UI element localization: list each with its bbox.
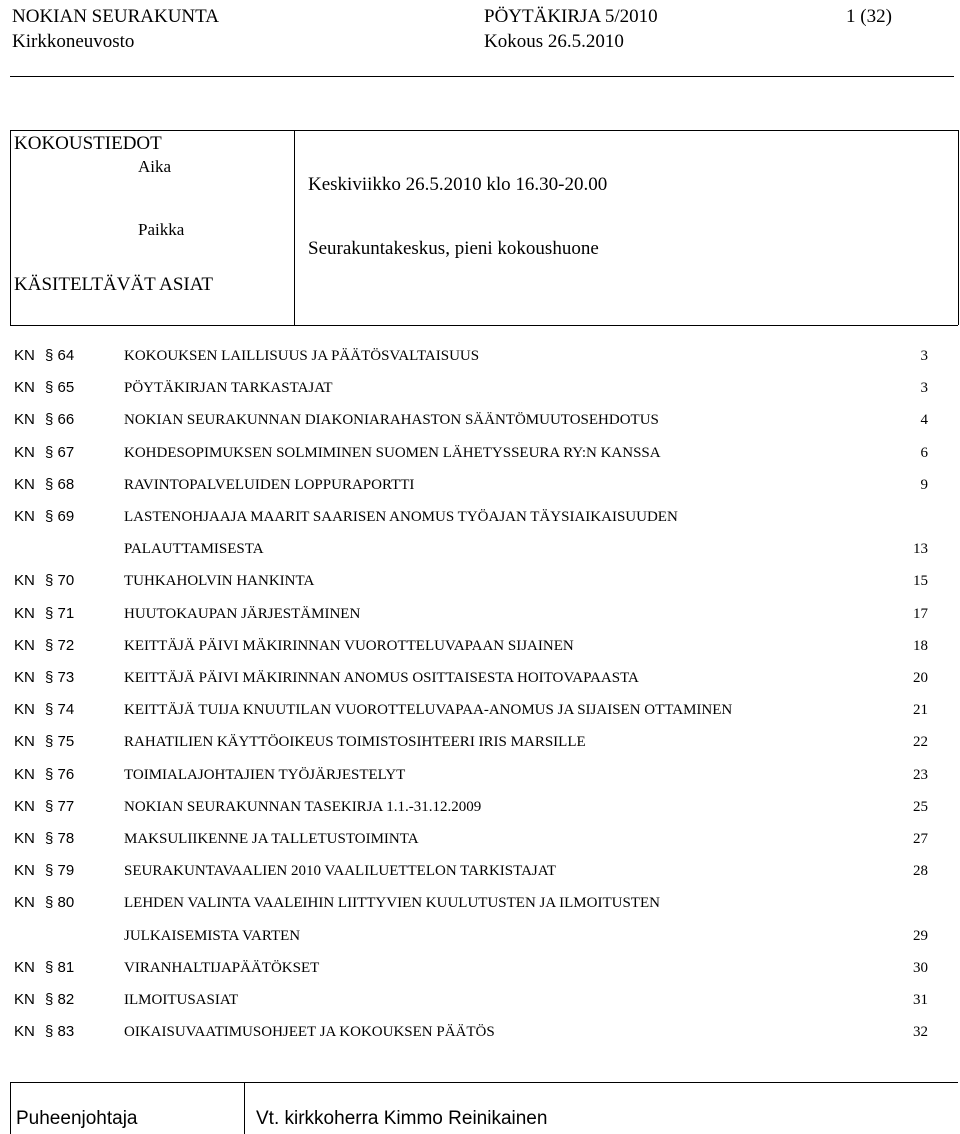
agenda-item (14, 474, 928, 506)
agenda-item (14, 699, 928, 731)
agenda-page: 29 (913, 928, 928, 944)
agenda-title: JULKAISEMISTA VARTEN (124, 928, 301, 944)
agenda-title: KEITTÄJÄ PÄIVI MÄKIRINNAN VUOROTTELUVAPAAN SIJAINEN (124, 638, 574, 654)
agenda-page: 25 (913, 799, 928, 815)
agenda-page: 22 (913, 734, 928, 750)
agenda-page: 13 (913, 541, 928, 557)
agenda-page: 31 (913, 992, 928, 1008)
agenda-body-code: KN (14, 379, 35, 396)
agenda-paragraph: § 75 (45, 733, 75, 750)
agenda-title: KEITTÄJÄ TUIJA KNUUTILAN VUOROTTELUVAPAA-ANOMUS JA SIJAISEN OTTAMINEN (124, 702, 733, 718)
agenda-body-code: KN (14, 991, 35, 1008)
agenda-body-code: KN (14, 830, 35, 847)
agenda-item (14, 731, 928, 763)
agenda-body-code: KN (14, 444, 35, 461)
place-label: Paikka (138, 220, 185, 239)
agenda-paragraph: § 71 (45, 605, 75, 622)
agenda-paragraph: § 73 (45, 669, 75, 686)
agenda-body-code: KN (14, 605, 35, 622)
agenda-item (14, 828, 928, 860)
agenda-paragraph: § 65 (45, 379, 75, 396)
agenda-body-code: KN (14, 476, 35, 493)
agenda-page: 3 (920, 348, 928, 364)
agenda-title: KOKOUKSEN LAILLISUUS JA PÄÄTÖSVALTAISUUS (124, 348, 480, 364)
footer-divider (244, 1082, 245, 1134)
agenda-title: PALAUTTAMISESTA (124, 541, 264, 557)
agenda-item (14, 796, 928, 828)
agenda-item (14, 1021, 928, 1053)
agenda-item (14, 377, 928, 409)
agenda-title: OIKAISUVAATIMUSOHJEET JA KOKOUKSEN PÄÄTÖS (124, 1024, 495, 1040)
agenda-paragraph: § 66 (45, 411, 75, 428)
agenda-paragraph: § 76 (45, 766, 75, 783)
agenda-body-code: KN (14, 637, 35, 654)
agenda-body-code: KN (14, 701, 35, 718)
footer-top-border (10, 1082, 958, 1083)
time-label: Aika (138, 157, 172, 176)
agenda-item (14, 635, 928, 667)
agenda-body-code: KN (14, 669, 35, 686)
agenda-item (14, 409, 928, 441)
agenda-item (14, 538, 928, 570)
agenda-page: 9 (920, 477, 928, 493)
time-value: Keskiviikko 26.5.2010 klo 16.30-20.00 (308, 174, 608, 195)
meeting-date: Kokous 26.5.2010 (484, 31, 624, 52)
agenda-page: 32 (913, 1024, 928, 1040)
chair-name: Vt. kirkkoherra Kimmo Reinikainen (256, 1108, 548, 1129)
agenda-title: SEURAKUNTAVAALIEN 2010 VAALILUETTELON TARKISTAJAT (124, 863, 557, 879)
agenda-item (14, 957, 928, 989)
info-box-divider (294, 130, 295, 325)
agenda-body-code: KN (14, 894, 35, 911)
agenda-page: 17 (913, 606, 928, 622)
agenda-item (14, 860, 928, 892)
header-divider (10, 76, 954, 77)
items-title: KÄSITELTÄVÄT ASIAT (14, 274, 213, 295)
section-title: KOKOUSTIEDOT (14, 133, 162, 154)
agenda-title: LEHDEN VALINTA VAALEIHIN LIITTYVIEN KUULUTUSTEN JA ILMOITUSTEN (124, 895, 660, 911)
agenda-paragraph: § 80 (45, 894, 75, 911)
agenda-title: KEITTÄJÄ PÄIVI MÄKIRINNAN ANOMUS OSITTAISESTA HOITOVAPAASTA (124, 670, 639, 686)
agenda-page: 6 (920, 445, 928, 461)
agenda-item (14, 925, 928, 957)
agenda-page: 28 (913, 863, 928, 879)
agenda-item (14, 570, 928, 602)
agenda-item (14, 345, 928, 377)
agenda-paragraph: § 72 (45, 637, 75, 654)
info-box-right-border (958, 130, 959, 325)
agenda-page: 21 (913, 702, 928, 718)
page-number: 1 (32) (846, 6, 892, 27)
agenda-page: 4 (920, 412, 928, 428)
agenda-title: ILMOITUSASIAT (124, 992, 239, 1008)
agenda-page: 30 (913, 960, 928, 976)
agenda-body-code: KN (14, 959, 35, 976)
agenda-title: MAKSULIIKENNE JA TALLETUSTOIMINTA (124, 831, 419, 847)
agenda-body-code: KN (14, 347, 35, 364)
org-name: NOKIAN SEURAKUNTA (12, 6, 219, 27)
agenda-item (14, 764, 928, 796)
agenda-title: RAHATILIEN KÄYTTÖOIKEUS TOIMISTOSIHTEERI IRIS MARSILLE (124, 734, 586, 750)
info-box-left-border (10, 130, 11, 325)
agenda-title: RAVINTOPALVELUIDEN LOPPURAPORTTI (124, 477, 415, 493)
agenda-item (14, 603, 928, 635)
info-box-top-border (10, 130, 958, 131)
agenda-body-code: KN (14, 411, 35, 428)
governing-body: Kirkkoneuvosto (12, 31, 135, 52)
agenda-paragraph: § 69 (45, 508, 75, 525)
agenda-paragraph: § 77 (45, 798, 75, 815)
agenda-page: 23 (913, 767, 928, 783)
agenda-title: LASTENOHJAAJA MAARIT SAARISEN ANOMUS TYÖAJAN TÄYSIAIKAISUUDEN (124, 509, 678, 525)
footer-left-border (10, 1082, 11, 1134)
agenda-paragraph: § 74 (45, 701, 75, 718)
agenda-title: TUHKAHOLVIN HANKINTA (124, 573, 315, 589)
document-title: PÖYTÄKIRJA 5/2010 (484, 6, 658, 27)
agenda-page: 20 (913, 670, 928, 686)
agenda-title: HUUTOKAUPAN JÄRJESTÄMINEN (124, 606, 361, 622)
agenda-body-code: KN (14, 572, 35, 589)
agenda-item (14, 667, 928, 699)
agenda-title: NOKIAN SEURAKUNNAN DIAKONIARAHASTON SÄÄNTÖMUUTOSEHDOTUS (124, 412, 659, 428)
chair-role: Puheenjohtaja (16, 1108, 138, 1129)
agenda-paragraph: § 64 (45, 347, 75, 364)
agenda-body-code: KN (14, 733, 35, 750)
agenda-paragraph: § 83 (45, 1023, 75, 1040)
agenda-body-code: KN (14, 1023, 35, 1040)
agenda-body-code: KN (14, 798, 35, 815)
agenda-body-code: KN (14, 508, 35, 525)
agenda-paragraph: § 78 (45, 830, 75, 847)
info-box-bottom-border (10, 325, 958, 326)
agenda-paragraph: § 67 (45, 444, 75, 461)
agenda-body-code: KN (14, 862, 35, 879)
agenda-item (14, 892, 928, 924)
agenda-title: TOIMIALAJOHTAJIEN TYÖJÄRJESTELYT (124, 767, 406, 783)
agenda-page: 3 (920, 380, 928, 396)
agenda-item (14, 989, 928, 1021)
agenda-item (14, 442, 928, 474)
agenda-item (14, 506, 928, 538)
agenda-paragraph: § 79 (45, 862, 75, 879)
agenda-page: 15 (913, 573, 928, 589)
agenda-title: PÖYTÄKIRJAN TARKASTAJAT (124, 380, 333, 396)
agenda-body-code: KN (14, 766, 35, 783)
agenda-title: KOHDESOPIMUKSEN SOLMIMINEN SUOMEN LÄHETYSSEURA RY:N KANSSA (124, 445, 661, 461)
agenda-paragraph: § 70 (45, 572, 75, 589)
agenda-paragraph: § 68 (45, 476, 75, 493)
agenda-title: VIRANHALTIJAPÄÄTÖKSET (124, 960, 320, 976)
agenda-page: 18 (913, 638, 928, 654)
agenda-paragraph: § 82 (45, 991, 75, 1008)
place-value: Seurakuntakeskus, pieni kokoushuone (308, 238, 599, 259)
agenda-page: 27 (913, 831, 928, 847)
agenda-paragraph: § 81 (45, 959, 75, 976)
agenda-title: NOKIAN SEURAKUNNAN TASEKIRJA 1.1.-31.12.2009 (124, 799, 482, 815)
